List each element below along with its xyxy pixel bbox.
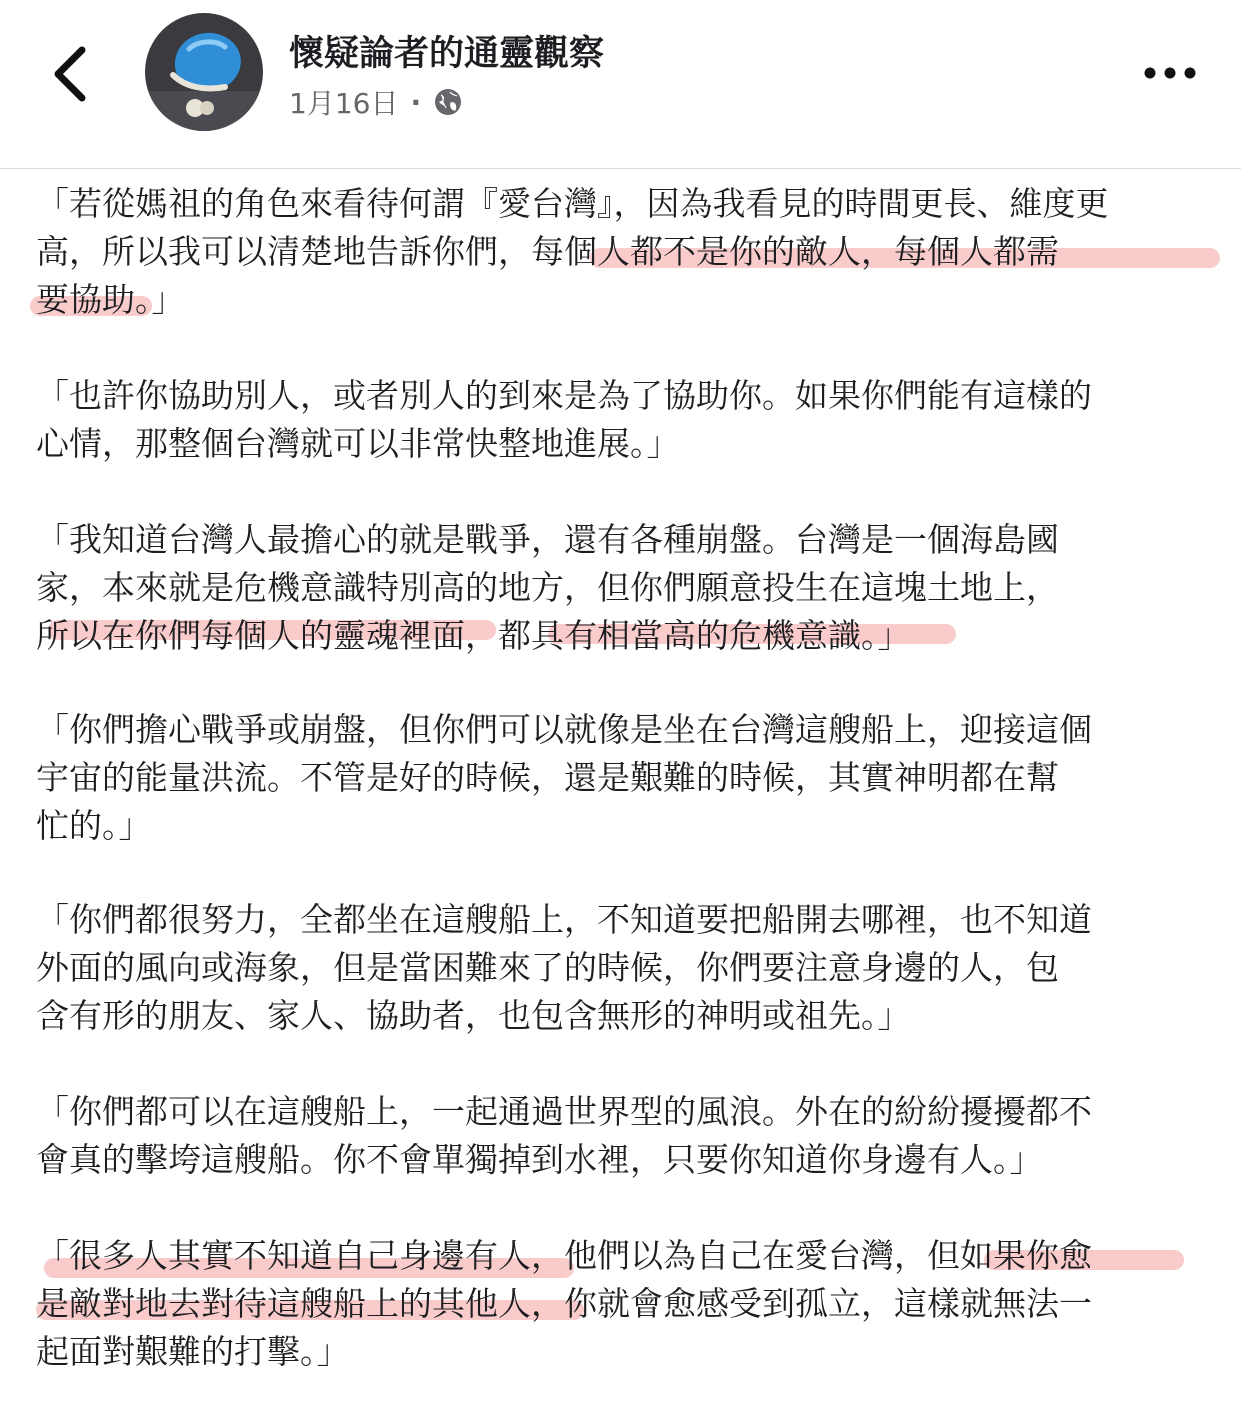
paragraph <box>36 1088 1216 1184</box>
text-line: 心情，那整個台灣就可以非常快整地進展。」 <box>36 424 680 463</box>
post-meta <box>289 84 463 120</box>
paragraph <box>36 706 1216 850</box>
avatar-image <box>145 13 263 131</box>
post-date[interactable]: 1月16日 <box>289 87 399 120</box>
text-line: 外面的風向或海象，但是當困難來了的時候，你們要注意身邊的人，包 <box>36 948 1059 987</box>
text-line: 要協助。」 <box>36 280 185 319</box>
text-line: 宇宙的能量洪流。不管是好的時候，還是艱難的時候，其實神明都在幫 <box>36 758 1059 797</box>
text-line: 是敵對地去對待這艘船上的其他人，你就會愈感受到孤立，這樣就無法一 <box>36 1284 1092 1323</box>
globe-icon <box>433 87 463 117</box>
text-line: 所以在你們每個人的靈魂裡面，都具有相當高的危機意識。」 <box>36 616 911 655</box>
paragraph <box>36 1232 1216 1376</box>
more-options-button[interactable] <box>1140 56 1200 90</box>
text-line: 「我知道台灣人最擔心的就是戰爭，還有各種崩盤。台灣是一個海島國 <box>36 520 1059 559</box>
page-title[interactable]: 懷疑論者的通靈觀察 <box>289 34 605 74</box>
text-line: 「你們都很努力，全都坐在這艘船上，不知道要把船開去哪裡，也不知道 <box>36 900 1092 939</box>
text-line: 會真的擊垮這艘船。你不會單獨掉到水裡，只要你知道你身邊有人。」 <box>36 1140 1043 1179</box>
chevron-left-icon <box>48 44 92 104</box>
text-line: 「你們都可以在這艘船上，一起通過世界型的風浪。外在的紛紛擾擾都不 <box>36 1092 1092 1131</box>
avatar[interactable] <box>145 13 263 131</box>
back-button[interactable] <box>48 44 92 104</box>
text-line: 「很多人其實不知道自己身邊有人，他們以為自己在愛台灣，但如果你愈 <box>36 1236 1092 1275</box>
paragraph <box>36 896 1216 1040</box>
post-header <box>0 0 1241 169</box>
meta-separator: · <box>410 85 422 119</box>
paragraph <box>36 372 1216 468</box>
more-dots-icon <box>1140 56 1200 90</box>
text-line: 「若從媽祖的角色來看待何謂『愛台灣』，因為我看見的時間更長、維度更 <box>36 184 1109 223</box>
paragraph <box>36 516 1216 660</box>
text-line: 高，所以我可以清楚地告訴你們，每個人都不是你的敵人，每個人都需 <box>36 232 1059 271</box>
text-line: 含有形的朋友、家人、協助者，也包含無形的神明或祖先。」 <box>36 996 911 1035</box>
text-line: 「也許你協助別人，或者別人的到來是為了協助你。如果你們能有這樣的 <box>36 376 1092 415</box>
text-line: 起面對艱難的打擊。」 <box>36 1332 350 1371</box>
text-line: 家，本來就是危機意識特別高的地方，但你們願意投生在這塊土地上， <box>36 568 1059 607</box>
paragraph <box>36 180 1216 324</box>
text-line: 「你們擔心戰爭或崩盤，但你們可以就像是坐在台灣這艘船上，迎接這個 <box>36 710 1092 749</box>
text-line: 忙的。」 <box>36 806 152 845</box>
